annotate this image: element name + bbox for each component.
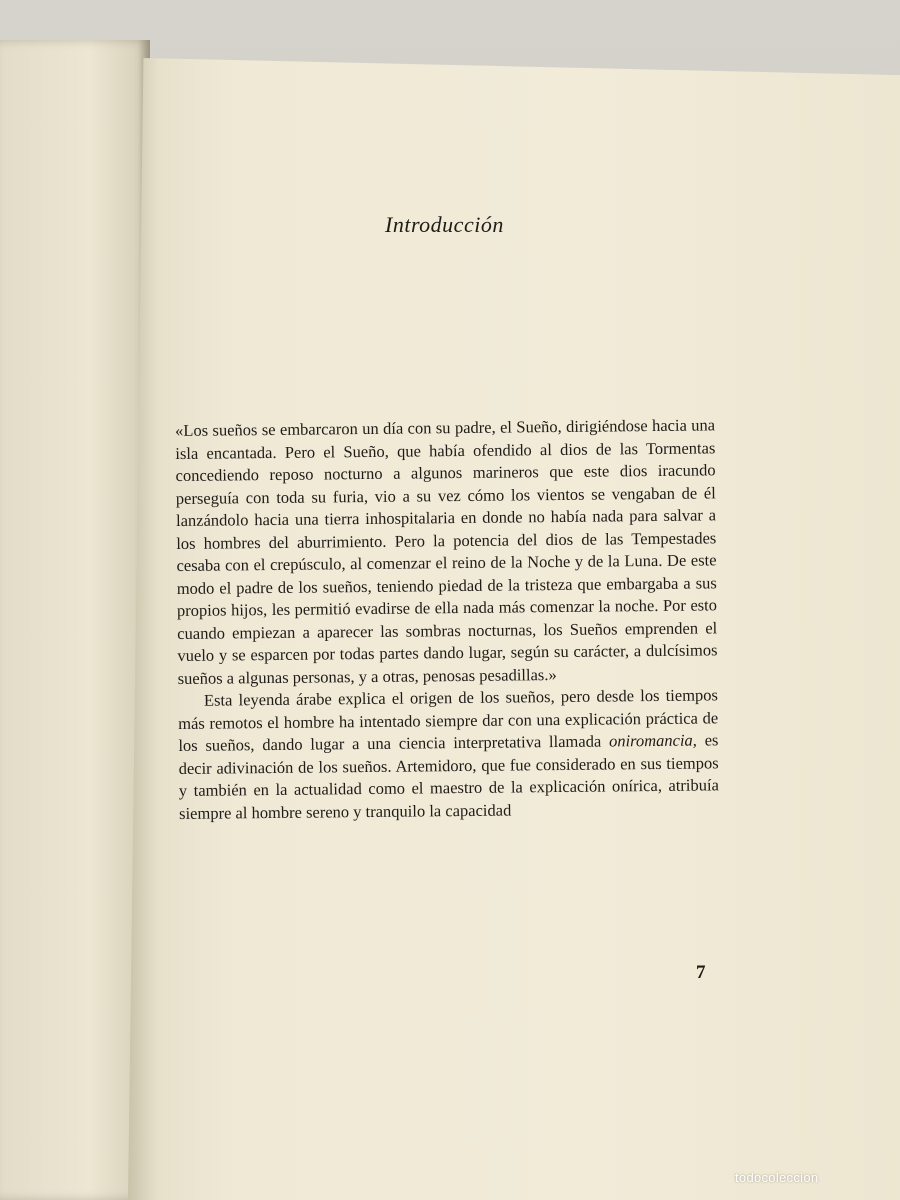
page-number: 7 [696,962,706,983]
left-page [0,40,150,1200]
watermark: todocoleccion [735,1170,819,1185]
paragraph-explanation-end: es decir adivinación de los sueños. Artemidoro, que fue considerado en sus tiempos y también en la actualidad como el maestro de la explicación onírica, atribuía siempre al hombre sereno y tranquilo la capacidad [178,730,719,823]
oniromancia-term: oniromancia, [608,730,697,751]
paragraph-legend: «Los sueños se embarcaron un día con su padre, el Sueño, dirigiéndose hacia una isla encantada. Pero el Sueño, que había ofendido al dios de las Tormentas concediendo reposo nocturno a algunos marineros que este dios iracundo perseguía con toda su furia, vio a su vez cómo los vientos se vengaban de él lanzándolo hacia una tierra inhospitalaria en donde no había nada para salvar a los hombres del aburrimiento. Pero la potencia del dios de las Tempestades cesaba con el crepúsculo, al comenzar el reino de la Noche y de la Luna. De este modo el padre de los sueños, teniendo piedad de la tristeza que embargaba a sus propios hijos, les permitió evadirse de ella nada más comenzar la noche. Por esto cuando empiezan a aparecer las sombras nocturnas, los Sueños emprenden el vuelo y se esparcen por todas partes dando lugar, según su carácter, a dulcísimos sueños a algunas personas, y a otras, penosas pesadillas.» [175,415,718,688]
chapter-title: Introducción [385,212,504,237]
paragraph-explanation-start: Esta leyenda árabe explica el origen de los sueños, pero desde los tiempos más remotos el hombre ha intentado siempre dar con una explicación práctica de los sueños, dando lugar a una ciencia interpretativa llamada [178,685,719,755]
body-text [175,414,719,825]
paragraph-explanation [178,684,719,825]
